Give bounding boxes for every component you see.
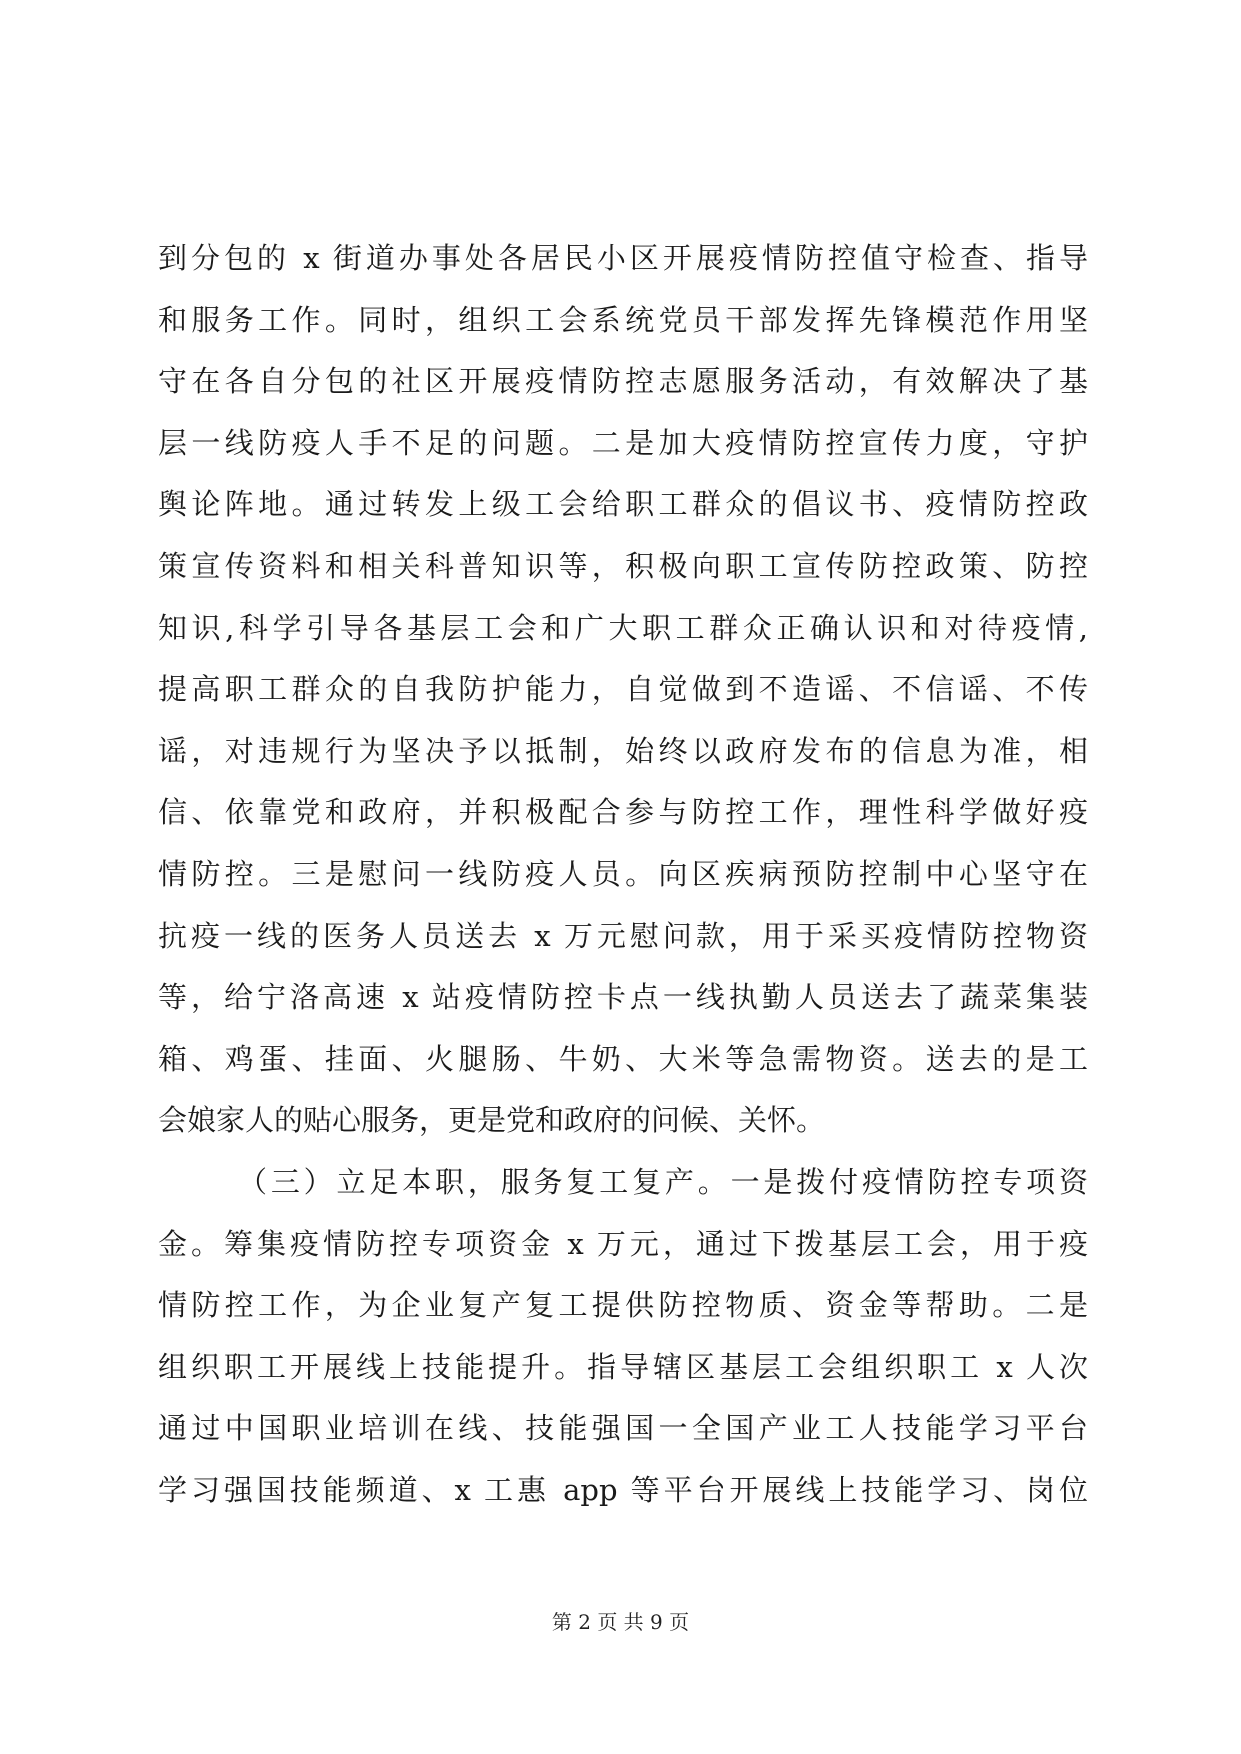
text-line-16: （三）立足本职，服务复工复产。一是拨付疫情防控专项资 [238,1164,1088,1199]
text-line-9: 谣，对违规行为坚决予以抵制，始终以政府发布的信息为准，相 [158,733,1088,768]
page-number-footer: 第 2 页 共 9 页 [551,1610,690,1634]
text-line-18: 情防控工作，为企业复产复工提供防控物质、资金等帮助。二是 [158,1288,1088,1323]
text-line-12: 抗疫一线的医务人员送去 x 万元慰问款，用于采买疫情防控物资 [158,918,1088,953]
text-line-8: 提高职工群众的自我防护能力，自觉做到不造谣、不信谣、不传 [158,672,1088,707]
text-line-10: 信、依靠党和政府，并积极配合参与防控工作，理性科学做好疫 [158,795,1088,830]
text-line-19: 组织职工开展线上技能提升。指导辖区基层工会组织职工 x 人次 [158,1349,1088,1384]
text-line-17: 金。筹集疫情防控专项资金 x 万元，通过下拨基层工会，用于疫 [158,1226,1088,1261]
text-line-5: 舆论阵地。通过转发上级工会给职工群众的倡议书、疫情防控政 [158,487,1088,522]
text-line-1: 到分包的 x 街道办事处各居民小区开展疫情防控值守检查、指导 [158,241,1088,275]
text-line-21: 学习强国技能频道、x 工惠 app 等平台开展线上技能学习、岗位 [158,1472,1088,1507]
text-line-4: 层一线防疫人手不足的问题。二是加大疫情防控宣传力度，守护 [158,425,1088,460]
text-line-15: 会娘家人的贴心服务，更是党和政府的问候、关怀。 [158,1103,826,1138]
text-line-20: 通过中国职业培训在线、技能强国一全国产业工人技能学习平台 [158,1411,1088,1446]
text-line-7: 知识,科学引导各基层工会和广大职工群众正确认识和对待疫情, [158,610,1088,645]
text-line-6: 策宣传资料和相关科普知识等，积极向职工宣传防控政策、防控 [158,548,1088,583]
text-line-2: 和服务工作。同时，组织工会系统党员干部发挥先锋模范作用坚 [158,302,1088,337]
text-line-3: 守在各自分包的社区开展疫情防控志愿服务活动，有效解决了基 [158,364,1088,399]
body-text [158,228,1088,1521]
text-line-11: 情防控。三是慰问一线防疫人员。向区疾病预防控制中心坚守在 [158,856,1088,891]
text-line-14: 箱、鸡蛋、挂面、火腿肠、牛奶、大米等急需物资。送去的是工 [158,1041,1088,1076]
text-line-13: 等，给宁洛高速 x 站疫情防控卡点一线执勤人员送去了蔬菜集装 [158,980,1088,1015]
